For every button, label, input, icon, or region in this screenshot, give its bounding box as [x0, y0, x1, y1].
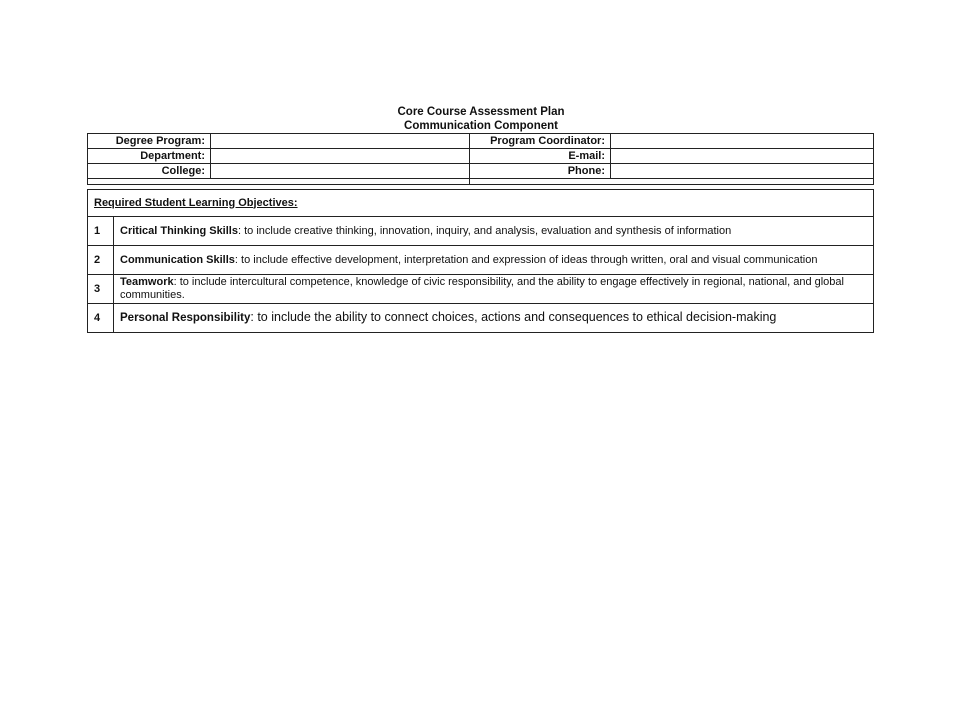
objective-row — [88, 275, 874, 304]
phone-label: Phone: — [470, 164, 611, 179]
program-info-table — [87, 133, 874, 185]
objective-title: Teamwork — [120, 276, 174, 288]
info-row-department — [88, 149, 874, 164]
college-label: College: — [88, 164, 211, 179]
objective-text — [114, 217, 874, 246]
objective-text — [114, 275, 874, 304]
info-spacer-row — [88, 179, 874, 185]
college-field[interactable] — [211, 164, 470, 179]
objective-description: : to include intercultural competence, knowledge of civic responsibility, and the ability to engage effectively in regional, national, and global communities. — [120, 276, 844, 301]
objective-row — [88, 246, 874, 275]
spacer-cell-right — [470, 179, 874, 185]
objective-title: Personal Responsibility — [120, 312, 251, 324]
objective-title: Critical Thinking Skills — [120, 224, 238, 237]
objective-number: 4 — [88, 304, 114, 333]
objective-row — [88, 304, 874, 333]
document-title: Core Course Assessment Plan — [397, 106, 565, 118]
document-subtitle: Communication Component — [404, 120, 558, 132]
degree-program-label: Degree Program: — [88, 134, 211, 149]
department-label: Department: — [88, 149, 211, 164]
objective-description: : to include the ability to connect choices, actions and consequences to ethical decision-making — [250, 310, 777, 324]
objectives-table — [87, 189, 874, 333]
email-field[interactable] — [611, 149, 874, 164]
objective-text — [114, 304, 874, 333]
objective-description: : to include creative thinking, innovation, inquiry, and analysis, evaluation and synthesis of information — [237, 224, 732, 237]
objective-row — [88, 217, 874, 246]
objective-number: 3 — [88, 275, 114, 304]
program-coordinator-field[interactable] — [611, 134, 874, 149]
phone-field[interactable] — [611, 164, 874, 179]
program-coordinator-label: Program Coordinator: — [470, 134, 611, 149]
info-row-college — [88, 164, 874, 179]
spacer-cell-left — [88, 179, 470, 185]
info-row-degree — [88, 134, 874, 149]
objectives-header: Required Student Learning Objectives: — [88, 190, 874, 217]
email-label: E-mail: — [470, 149, 611, 164]
objectives-header-row — [88, 190, 874, 217]
degree-program-field[interactable] — [211, 134, 470, 149]
objective-description: : to include effective development, interpretation and expression of ideas through written, oral and visual communication — [234, 253, 818, 266]
objective-title: Communication Skills — [120, 253, 235, 266]
objective-number: 1 — [88, 217, 114, 246]
department-field[interactable] — [211, 149, 470, 164]
objective-text — [114, 246, 874, 275]
objective-number: 2 — [88, 246, 114, 275]
